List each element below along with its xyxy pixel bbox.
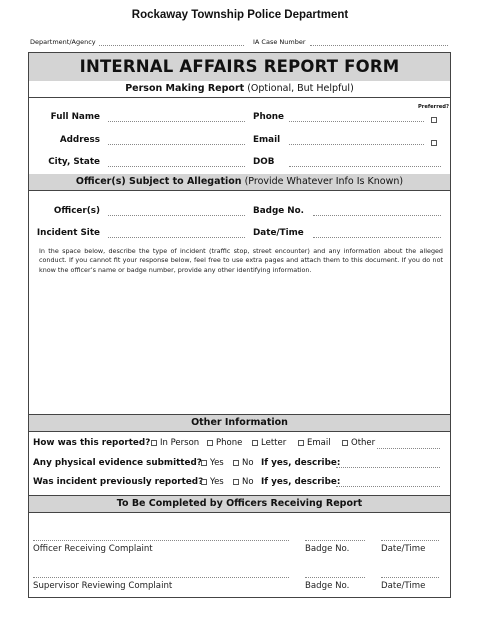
checkbox[interactable] — [298, 440, 304, 446]
officer-receiving-label: Officer Receiving Complaint — [33, 544, 153, 554]
officer-badge-label: Badge No. — [305, 544, 350, 554]
divider — [29, 97, 450, 98]
option-other[interactable]: Other — [342, 438, 375, 448]
instructions-text: In the space below, describe the type of incident (traffic stop, street encounter) and any information about the alleged conduct. If you cannot fit your response below, feel free to use extra pages and attach them to this document. If you do not know the officer’s name or badge number, provide any other identifying information. — [39, 247, 443, 274]
evidence-no[interactable]: No — [233, 458, 254, 468]
incident-site-field[interactable] — [108, 237, 245, 238]
officer-section-note: (Provide Whatever Info Is Known) — [241, 176, 404, 187]
how-reported-label: How was this reported? — [33, 438, 151, 448]
officer-section-header — [29, 174, 450, 190]
ia-case-number-field[interactable] — [310, 45, 448, 46]
form-title: INTERNAL AFFAIRS REPORT FORM — [29, 53, 450, 81]
previous-yes[interactable]: Yes — [201, 477, 224, 487]
email-label: Email — [253, 135, 281, 145]
date-time-field[interactable] — [313, 237, 441, 238]
full-name-field[interactable] — [108, 121, 245, 122]
email-preferred-checkbox[interactable] — [431, 140, 437, 146]
address-field[interactable] — [108, 144, 245, 145]
supervisor-label: Supervisor Reviewing Complaint — [33, 581, 173, 591]
previous-if-yes-label: If yes, describe: — [261, 477, 341, 487]
department-agency-label: Department/Agency — [30, 38, 96, 46]
checkbox[interactable] — [233, 479, 239, 485]
officer-badge-line[interactable] — [305, 540, 365, 541]
divider — [29, 512, 450, 513]
preferred-label: Preferred? — [418, 104, 450, 110]
option-in-person[interactable]: In Person — [151, 438, 199, 448]
option-phone[interactable]: Phone — [207, 438, 242, 448]
person-section-note: (Optional, But Helpful) — [244, 83, 354, 94]
officers-label: Officer(s) — [53, 206, 100, 216]
phone-label: Phone — [253, 112, 284, 122]
dob-label: DOB — [253, 157, 275, 167]
dob-field[interactable] — [289, 166, 441, 167]
checkbox[interactable] — [252, 440, 258, 446]
other-info-header: Other Information — [29, 415, 450, 431]
supervisor-badge-label: Badge No. — [305, 581, 350, 591]
date-time-label: Date/Time — [253, 228, 304, 238]
incident-description-area[interactable] — [35, 277, 444, 413]
evidence-yes[interactable]: Yes — [201, 458, 224, 468]
previous-no[interactable]: No — [233, 477, 254, 487]
supervisor-signature-line[interactable] — [33, 577, 289, 578]
badge-no-label: Badge No. — [253, 206, 305, 216]
checkbox[interactable] — [233, 460, 239, 466]
evidence-description-field[interactable] — [336, 467, 440, 468]
phone-preferred-checkbox[interactable] — [431, 117, 437, 123]
supervisor-date-line[interactable] — [381, 577, 439, 578]
person-section-title: Person Making Report — [125, 83, 245, 94]
ia-case-number-label: IA Case Number — [253, 38, 306, 46]
full-name-label: Full Name — [50, 112, 100, 122]
checkbox[interactable] — [342, 440, 348, 446]
evidence-if-yes-label: If yes, describe: — [261, 458, 341, 468]
checkbox[interactable] — [201, 460, 207, 466]
previously-reported-label: Was incident previously reported? — [33, 477, 204, 487]
department-title: Rockaway Township Police Department — [131, 9, 349, 21]
report-form — [28, 52, 451, 598]
divider — [29, 190, 450, 191]
officer-section-title: Officer(s) Subject to Allegation — [75, 176, 242, 187]
other-method-field[interactable] — [377, 448, 440, 449]
checkbox[interactable] — [151, 440, 157, 446]
officer-date-line[interactable] — [381, 540, 439, 541]
divider — [29, 431, 450, 432]
address-label: Address — [59, 135, 100, 145]
phone-field[interactable] — [289, 121, 424, 122]
badge-no-field[interactable] — [313, 215, 441, 216]
option-email[interactable]: Email — [298, 438, 331, 448]
supervisor-date-label: Date/Time — [381, 581, 426, 591]
officer-date-label: Date/Time — [381, 544, 426, 554]
option-letter[interactable]: Letter — [252, 438, 286, 448]
officers-field[interactable] — [108, 215, 245, 216]
department-agency-field[interactable] — [99, 45, 244, 46]
evidence-label: Any physical evidence submitted? — [33, 458, 202, 468]
previous-description-field[interactable] — [336, 486, 440, 487]
officers-receiving-header: To Be Completed by Officers Receiving Report — [29, 496, 450, 512]
checkbox[interactable] — [201, 479, 207, 485]
supervisor-badge-line[interactable] — [305, 577, 365, 578]
email-field[interactable] — [289, 144, 424, 145]
city-state-field[interactable] — [108, 166, 245, 167]
city-state-label: City, State — [48, 157, 100, 167]
incident-site-label: Incident Site — [36, 228, 100, 238]
officer-receiving-signature-line[interactable] — [33, 540, 289, 541]
checkbox[interactable] — [207, 440, 213, 446]
person-section-header — [29, 81, 450, 97]
